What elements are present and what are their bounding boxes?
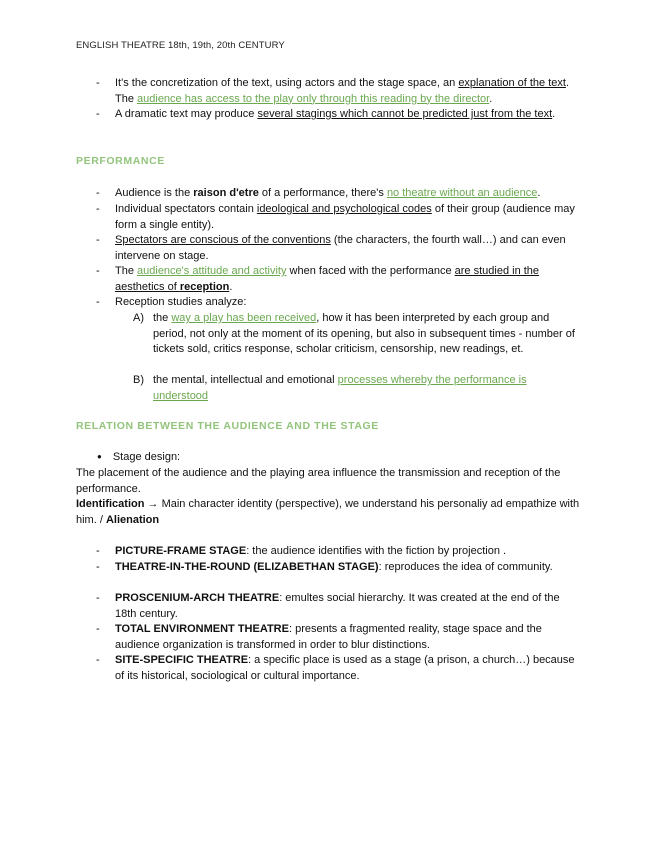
list-item [96, 264, 580, 295]
list-item [96, 76, 580, 107]
dash-marker: - [96, 545, 100, 557]
text-run: when faced with the performance [286, 265, 455, 277]
stage-description: : the audience identifies with the fiction by projection . [246, 545, 507, 557]
list-item [96, 591, 580, 622]
stage-description: : emultes social hierarchy. It was created at the end of the 18th century. [115, 592, 560, 620]
highlighted-text: way a play has been received [171, 312, 317, 324]
list-item [96, 544, 580, 560]
highlighted-text: audience's attitude and activity [137, 265, 287, 277]
dash-marker: - [96, 654, 100, 666]
sub-list-item [133, 311, 583, 358]
text-run: the [153, 312, 172, 324]
document-header: ENGLISH THEATRE 18th, 19th, 20th CENTURY [76, 40, 285, 51]
dash-marker: - [96, 77, 100, 89]
text-run: Audience is the [115, 187, 194, 199]
stage-description: : presents a fragmented reality, stage space and the audience organization is transformed in order to blur distinctions. [115, 623, 542, 651]
list-item [96, 233, 580, 264]
bold-text: raison d'etre [193, 187, 259, 199]
list-item [96, 107, 580, 123]
highlighted-text: audience has access to the play only through this reading by the director [137, 92, 490, 105]
text-run: Reception studies analyze: [115, 296, 247, 308]
underlined-text: ideological and psychological codes [256, 203, 432, 215]
text-run: It's the concretization of the text, using actors and the stage space, an [115, 77, 459, 89]
list-item [96, 560, 580, 576]
text-run: . The [115, 77, 570, 105]
text-run: . [489, 92, 493, 105]
stage-description: : a specific place is used as a stage (a prison, a church…) because of its historical, sociological or cultural importance. [115, 654, 575, 682]
bold-text: Alienation [105, 513, 160, 526]
dash-marker: - [96, 203, 100, 215]
list-item [96, 295, 580, 311]
list-item [96, 622, 580, 653]
underlined-text: Spectators are conscious of the conventions [115, 234, 331, 246]
text-run: (the characters, the fourth wall…) and can even intervene on stage. [115, 234, 566, 262]
dash-marker: - [96, 108, 100, 120]
dash-marker: - [96, 561, 100, 573]
letter-marker: A) [133, 312, 144, 324]
stage-name: THEATRE-IN-THE-ROUND (ELIZABETHAN STAGE) [115, 561, 379, 573]
text-run: . [537, 187, 541, 199]
underlined-text: explanation of the text [458, 77, 566, 89]
letter-marker: B) [133, 374, 144, 386]
highlighted-text: processes whereby the performance is understood [153, 374, 527, 402]
text-run: The [115, 265, 138, 277]
dash-marker: - [96, 187, 100, 199]
underlined-text: several stagings which cannot be predicted just from the text [257, 108, 553, 120]
section-heading-performance: PERFORMANCE [76, 155, 165, 167]
text-run: the mental, intellectual and emotional [153, 374, 338, 386]
text-run: of their group (audience may form a single entity). [115, 203, 575, 231]
dash-marker: - [96, 265, 100, 277]
dash-marker: - [96, 592, 100, 604]
text-run: A dramatic text may produce [115, 108, 258, 120]
text-run: Individual spectators contain [115, 203, 257, 215]
stage-name: TOTAL ENVIRONMENT THEATRE [115, 623, 289, 635]
dash-marker: - [96, 296, 100, 308]
bold-text: Identification [76, 498, 145, 510]
stage-description: : reproduces the idea of community. [378, 561, 553, 573]
section-heading-relation: RELATION BETWEEN THE AUDIENCE AND THE STAGE [76, 420, 379, 432]
stage-name: PICTURE-FRAME STAGE [115, 545, 247, 557]
list-item [96, 653, 580, 684]
paragraph: The placement of the audience and the playing area influence the transmission and reception of the performance. [76, 467, 561, 495]
text-run: , how it has been interpreted by each group and period, not only at the moment of its opening, but also in subsequent times - number of tickets sold, critics response, scholar criticism, censorship, new readings, et. [153, 312, 575, 356]
text-run: of a performance, there's [258, 187, 387, 199]
text-run: Stage design: [112, 451, 181, 463]
stage-name: SITE-SPECIFIC THEATRE [115, 654, 249, 666]
dash-marker: - [96, 234, 100, 246]
stage-name: PROSCENIUM-ARCH THEATRE [115, 592, 280, 604]
text-run: . [552, 108, 556, 120]
bullet-item [97, 450, 180, 466]
bold-underlined-text: reception [179, 280, 230, 293]
underlined-text: are studied in the aesthetics of [115, 265, 540, 293]
sub-list-item [133, 373, 583, 404]
dash-marker: - [96, 623, 100, 635]
highlighted-text: no theatre without an audience [386, 187, 538, 199]
list-item [96, 186, 580, 202]
bullet-marker: ● [97, 452, 102, 461]
list-item [96, 202, 580, 233]
text-run: . [229, 280, 233, 293]
paragraph-identification [76, 497, 582, 528]
arrow-icon: → [144, 498, 162, 510]
text-run: Main character identity (perspective), we understand his personaliy ad empathize with him. / [76, 498, 580, 526]
